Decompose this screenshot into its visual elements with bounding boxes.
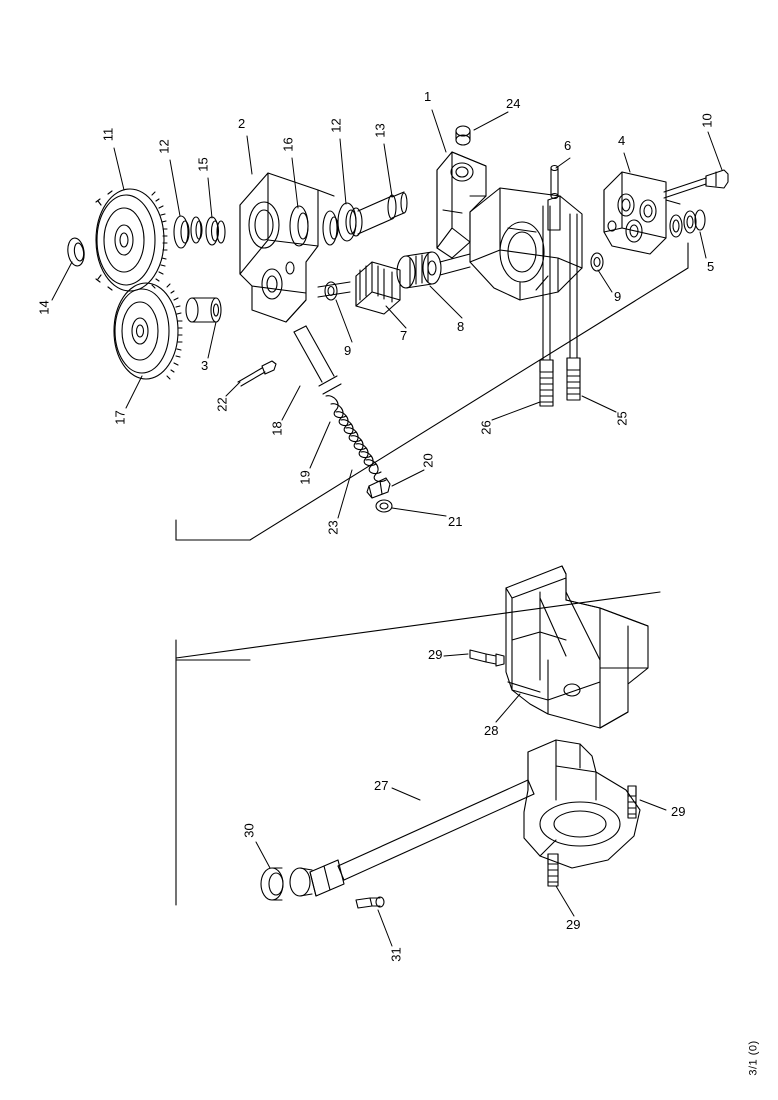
callout-2: 2 (238, 116, 246, 131)
pump-body-center (470, 188, 582, 300)
oil-pickup-pan (524, 740, 640, 868)
callout-24: 24 (506, 96, 521, 111)
part-2-pump-housing-front (240, 173, 334, 322)
sheet-code: 3/1 (0) (747, 1040, 760, 1076)
sheet-code-area (747, 1020, 776, 1090)
part-31-bolt (356, 897, 384, 908)
callout-15: 15 (195, 157, 211, 172)
callout-9-right: 9 (614, 289, 622, 304)
callout-29-top: 29 (428, 647, 443, 662)
part-6-dowel-pin (551, 166, 558, 199)
callout-29-right: 29 (671, 804, 686, 819)
part-30-seal (261, 868, 283, 900)
part-7-8-pump-rotors (356, 252, 441, 314)
callout-23: 23 (325, 520, 341, 535)
callout-29-bottom: 29 (566, 917, 581, 932)
callout-28: 28 (484, 723, 499, 738)
part-3-spacer (186, 298, 221, 322)
callout-12-lower: 12 (328, 118, 344, 133)
callout-26: 26 (478, 420, 494, 435)
callout-7: 7 (400, 328, 408, 343)
callout-30: 30 (241, 823, 257, 838)
part-9-washers (325, 253, 603, 300)
callout-8: 8 (457, 319, 465, 334)
part-14-seal-ring (66, 237, 86, 267)
callout-9-left: 9 (344, 343, 352, 358)
leader-lines (52, 110, 722, 946)
part-22-bolt (238, 361, 276, 386)
callout-12-upper: 12 (156, 139, 172, 154)
callout-3: 3 (201, 358, 209, 373)
callout-17: 17 (112, 410, 128, 425)
part-16-12-13-shaft-washers (290, 192, 407, 246)
panel-frame-lines (176, 243, 690, 905)
central-shaft (318, 254, 470, 297)
callout-21: 21 (448, 514, 463, 529)
part-27-pickup-tube (290, 780, 534, 896)
callout-13: 13 (372, 123, 388, 138)
callout-18: 18 (269, 421, 285, 436)
part-29-bolts (470, 650, 636, 886)
callout-4: 4 (618, 133, 626, 148)
callout-22: 22 (214, 397, 230, 412)
callout-19: 19 (297, 470, 313, 485)
part-12-15-bushings (174, 216, 225, 248)
callout-6: 6 (564, 138, 572, 153)
callout-31: 31 (388, 947, 404, 962)
callout-25: 25 (614, 411, 630, 426)
callout-11: 11 (100, 127, 116, 142)
callout-16: 16 (280, 137, 296, 152)
callout-27: 27 (374, 778, 389, 793)
part-11-drive-gear (96, 189, 167, 291)
callout-20: 20 (420, 453, 436, 468)
callout-10: 10 (699, 113, 715, 128)
callout-14: 14 (36, 300, 52, 315)
part-28-pickup-bracket (506, 566, 648, 728)
callout-5: 5 (707, 259, 715, 274)
part-25-26-bolts (540, 206, 580, 406)
part-4-pump-cover (604, 172, 680, 254)
callout-1: 1 (424, 89, 432, 104)
part-10-bolt (664, 170, 728, 198)
part-17-driven-gear (114, 283, 182, 379)
part-24-plug (456, 126, 470, 145)
